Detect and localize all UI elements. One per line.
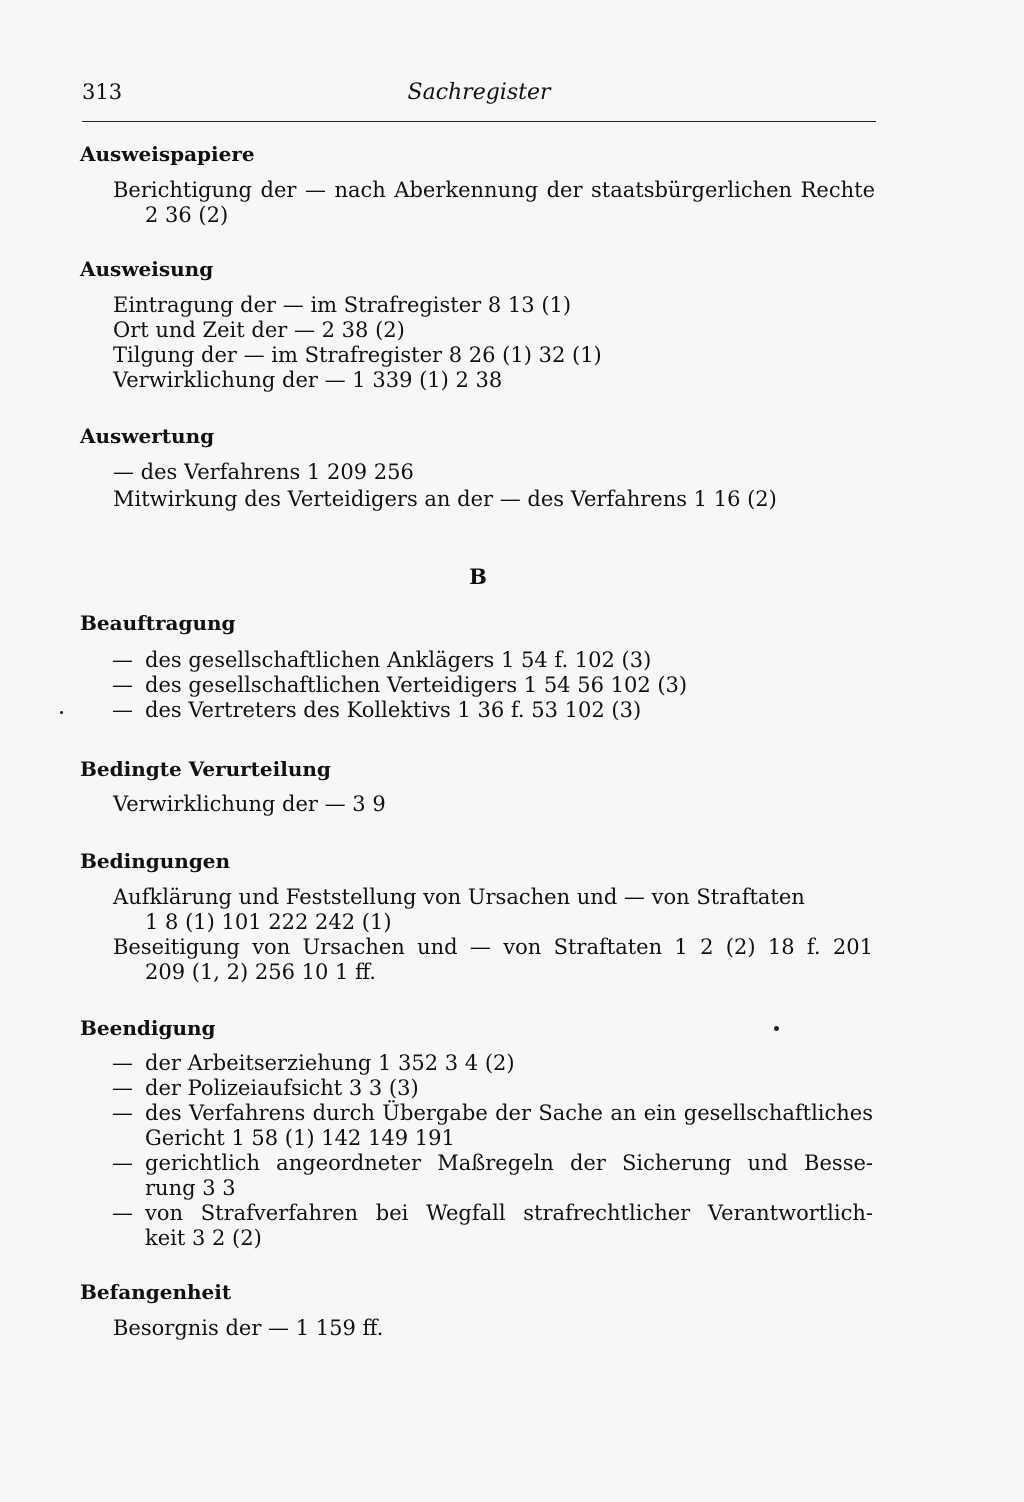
dash-marker: — (112, 1201, 133, 1225)
sub-entry-line: Verwirklichung der — 1 339 (1) 2 38 (113, 368, 503, 392)
entry-heading: Ausweisung (80, 257, 214, 281)
dash-marker: — (112, 1151, 133, 1175)
sub-entry-line: Berichtigung der — nach Aberkennung der staatsbürgerlichen Rechte (113, 178, 875, 202)
sub-entry (113, 487, 880, 512)
sub-entry (113, 368, 880, 393)
sub-entry-line: der Arbeitserziehung 1 352 3 4 (2) (145, 1051, 515, 1075)
sub-entry-line: 1 8 (1) 101 222 242 (1) (145, 910, 392, 934)
entry-heading: Bedingte Verurteilung (80, 757, 331, 781)
sub-entry (113, 293, 880, 318)
sub-entry (113, 935, 873, 985)
index-entry-auswertung (80, 423, 880, 512)
dash-marker: — (112, 1101, 133, 1125)
entry-heading: Ausweispapiere (80, 142, 255, 166)
index-entry-beendigung (80, 1015, 880, 1251)
sub-entry-line: des gesellschaftlichen Anklägers 1 54 f. 102 (3) (145, 648, 652, 672)
sub-entry (112, 1151, 873, 1201)
sub-entry (112, 698, 880, 723)
sub-entry-line: Besorgnis der — 1 159 ff. (113, 1316, 384, 1340)
sub-entry-line: des Verfahrens durch Übergabe der Sache an ein gesellschaftliches (145, 1101, 873, 1125)
sub-entry (113, 178, 875, 228)
sub-entry (112, 1101, 873, 1151)
section-letter: B (469, 564, 487, 589)
sub-entry-line: Aufklärung und Feststellung von Ursachen und — von Straftaten (113, 885, 805, 909)
entry-heading: Auswertung (80, 424, 215, 448)
header-rule (82, 121, 876, 122)
sub-entry (113, 343, 880, 368)
running-title: Sachregister (407, 80, 551, 105)
sub-entry-line: Verwirklichung der — 3 9 (113, 792, 386, 816)
entry-heading: Beauftragung (80, 611, 236, 635)
index-entry-bedingungen (80, 848, 880, 985)
sub-entry-line: Mitwirkung des Verteidigers an der — des Verfahrens 1 16 (2) (113, 487, 777, 511)
index-entry-bedingte-verurteilung (80, 756, 880, 817)
dash-marker: — (112, 1051, 133, 1075)
sub-entry-line: Beseitigung von Ursachen und — von Straftaten 1 2 (2) 18 f. 201 (113, 935, 873, 959)
index-entry-beauftragung (80, 610, 880, 723)
dash-marker: — (112, 1076, 133, 1100)
sub-entry-line: Ort und Zeit der — 2 38 (2) (113, 318, 405, 342)
scan-speck (774, 1026, 779, 1031)
sub-entry-line: 2 36 (2) (145, 203, 229, 227)
scan-speck (60, 711, 63, 714)
index-entry-ausweisung (80, 256, 880, 393)
entry-heading: Befangenheit (80, 1280, 232, 1304)
sub-entry-line: — des Verfahrens 1 209 256 (113, 460, 414, 484)
page-header (82, 80, 876, 112)
sub-entry-line: Tilgung der — im Strafregister 8 26 (1) 32 (1) (113, 343, 602, 367)
sub-entry-line: von Strafverfahren bei Wegfall strafrechtlicher Verantwortlich- (145, 1201, 873, 1225)
sub-entry-line: des gesellschaftlichen Verteidigers 1 54 56 102 (3) (145, 673, 688, 697)
sub-entry (113, 318, 880, 343)
sub-entry-line: der Polizeiaufsicht 3 3 (3) (145, 1076, 419, 1100)
sub-entry-line: Eintragung der — im Strafregister 8 13 (1) (113, 293, 572, 317)
index-entry-ausweispapiere (80, 141, 880, 228)
entry-heading: Bedingungen (80, 849, 231, 873)
sub-entry-line: gerichtlich angeordneter Maßregeln der Sicherung und Besse- (145, 1151, 873, 1175)
sub-entry (113, 1316, 880, 1341)
sub-entry (112, 1076, 880, 1101)
sub-entry (113, 460, 880, 485)
sub-entry-line: keit 3 2 (2) (145, 1226, 262, 1250)
dash-marker: — (112, 648, 133, 672)
sub-entry (112, 1201, 873, 1251)
sub-entry-line: rung 3 3 (145, 1176, 236, 1200)
sub-entry (113, 885, 880, 935)
sub-entry (113, 792, 880, 817)
sub-entry (112, 648, 880, 673)
sub-entry (112, 673, 880, 698)
dash-marker: — (112, 698, 133, 722)
sub-entry (112, 1051, 880, 1076)
page-number: 313 (82, 80, 123, 104)
dash-marker: — (112, 673, 133, 697)
sub-entry-line: Gericht 1 58 (1) 142 149 191 (145, 1126, 455, 1150)
index-entry-befangenheit (80, 1279, 880, 1341)
sub-entry-line: des Vertreters des Kollektivs 1 36 f. 53 102 (3) (145, 698, 642, 722)
sub-entry-line: 209 (1, 2) 256 10 1 ff. (145, 960, 376, 984)
entry-heading: Beendigung (80, 1016, 216, 1040)
